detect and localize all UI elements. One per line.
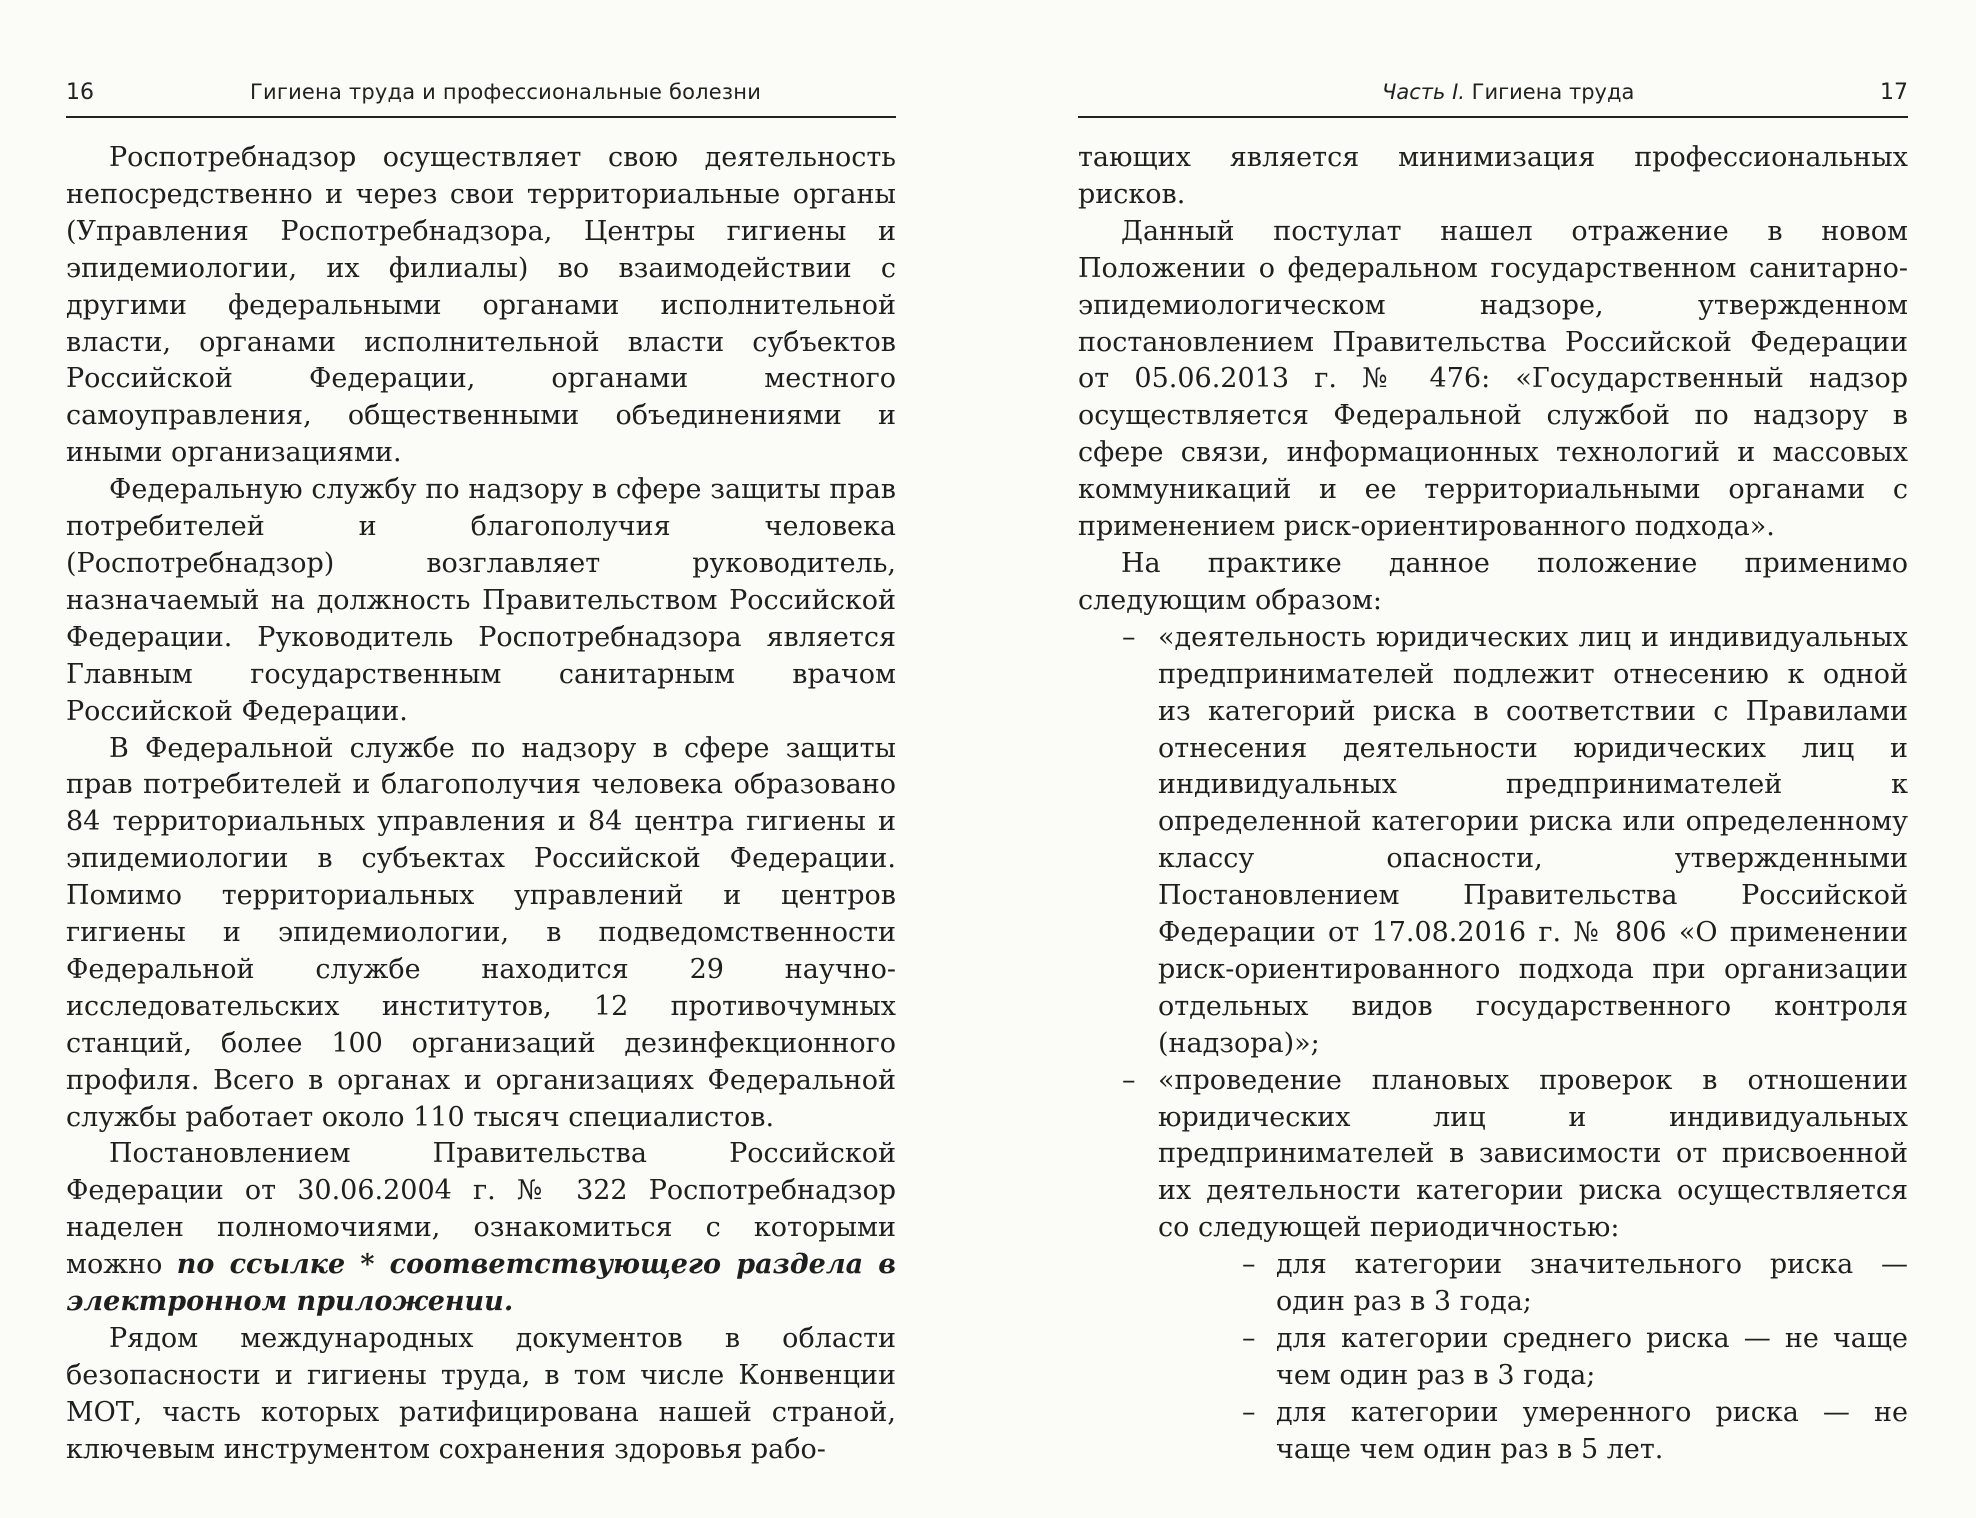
right-running-title-part: Часть I.: [1382, 80, 1465, 104]
right-paragraph-1: тающих является минимизация профессиональных рисков.: [1078, 142, 1908, 210]
left-running-header: [66, 72, 896, 116]
left-paragraph-4-text: Постановлением Правительства Российской Федерации от 30.06.2004 г. № 322 Роспотребнадзор наделен полномочиями, ознакомиться с которыми можно: [66, 1138, 896, 1281]
left-running-title: Гигиена труда и профессиональные болезни: [250, 80, 762, 104]
left-paragraph-2: Федеральную службу по надзору в сфере защиты прав потребителей и благополучия человека (Роспотребнадзор) возглавляет руководитель, назначаемый на должность Правительством Российской Федерации. Руководитель Роспотребнадзора является Главным государственным санитарным врачом Российской Федерации.: [66, 474, 896, 727]
left-paragraph-3: В Федеральной службе по надзору в сфере защиты прав потребителей и благополучия человека образовано 84 территориальных управления и 84 центра гигиены и эпидемиологии в субъектах Российской Федерации. Помимо территориальных управлений и центров гигиены и эпидемиологии, в подведомственности Федеральной службе находится 29 научно-исследовательских институтов, 12 противочумных станций, более 100 организаций дезинфекционного профиля. Всего в органах и организациях Федеральной службы работает около 110 тысяч специалистов.: [66, 732, 896, 1133]
list-item: – «деятельность юридических лиц и индивидуальных предпринимателей подлежит отнесению к одной из категорий риска в соответствии с Правилами отнесения деятельности юридических лиц и индивидуальных предпринимателей к определенной категории риска или определенному классу опасности, утвержденными Постановлением Правительства Российской Федерации от 17.08.2016 г. № 806 «О применении риск-ориентированного подхода при организации отдельных видов государственного контроля (надзора)»;: [1078, 620, 1908, 1063]
left-page-number: 16: [66, 80, 94, 105]
right-header-rule: [1078, 116, 1908, 118]
right-running-header: [1078, 72, 1908, 116]
sub-list-item: – для категории умеренного риска — не чаще чем один раз в 5 лет.: [1158, 1395, 1908, 1469]
sub-list-item: – для категории значительного риска — один раз в 3 года;: [1158, 1247, 1908, 1321]
inspection-frequency-list: [1158, 1247, 1908, 1468]
electronic-appendix-link[interactable]: по ссылке * соответствующего раздела в электронном приложении.: [66, 1249, 896, 1318]
right-page-number: 17: [1880, 80, 1908, 105]
left-paragraph-5: Рядом международных документов в области безопасности и гигиены труда, в том числе Конвенции МОТ, часть которых ратифицирована нашей страной, ключевым инструментом сохранения здоровья рабо-: [66, 1323, 896, 1465]
list-item: [1078, 1063, 1908, 1469]
list-item-text: «проведение плановых проверок в отношении юридических лиц и индивидуальных предпринимателей в зависимости от присвоенной их деятельности категории риска осуществляется со следующей периодичностью:: [1158, 1064, 1908, 1244]
risk-bullet-list: [1078, 620, 1908, 1469]
left-paragraph-1: Роспотребнадзор осуществляет свою деятельность непосредственно и через свои территориальные органы (Управления Роспотребнадзора, Центры гигиены и эпидемиологии, их филиалы) во взаимодействии с другими федеральными органами исполнительной власти, органами исполнительной власти субъектов Российской Федерации, органами местного самоуправления, общественными объединениями и иными организациями.: [66, 142, 896, 469]
right-running-title: [1382, 80, 1634, 104]
right-paragraph-3: На практике данное положение применимо следующим образом:: [1078, 547, 1908, 616]
left-page: [66, 72, 896, 1469]
right-running-title-rest: Гигиена труда: [1464, 80, 1635, 104]
right-page: [1078, 72, 1908, 1469]
left-paragraph-4: [66, 1136, 896, 1321]
right-paragraph-2: Данный постулат нашел отражение в новом Положении о федеральном государственном санитарно-эпидемиологическом надзоре, утвержденном постановлением Правительства Российской Федерации от 05.06.2013 г. № 476: «Государственный надзор осуществляется Федеральной службой по надзору в сфере связи, информационных технологий и массовых коммуникаций и ее территориальными органами с применением риск-ориентированного подхода».: [1078, 215, 1908, 543]
sub-list-item: – для категории среднего риска — не чаще чем один раз в 3 года;: [1158, 1321, 1908, 1395]
left-header-rule: [66, 116, 896, 118]
